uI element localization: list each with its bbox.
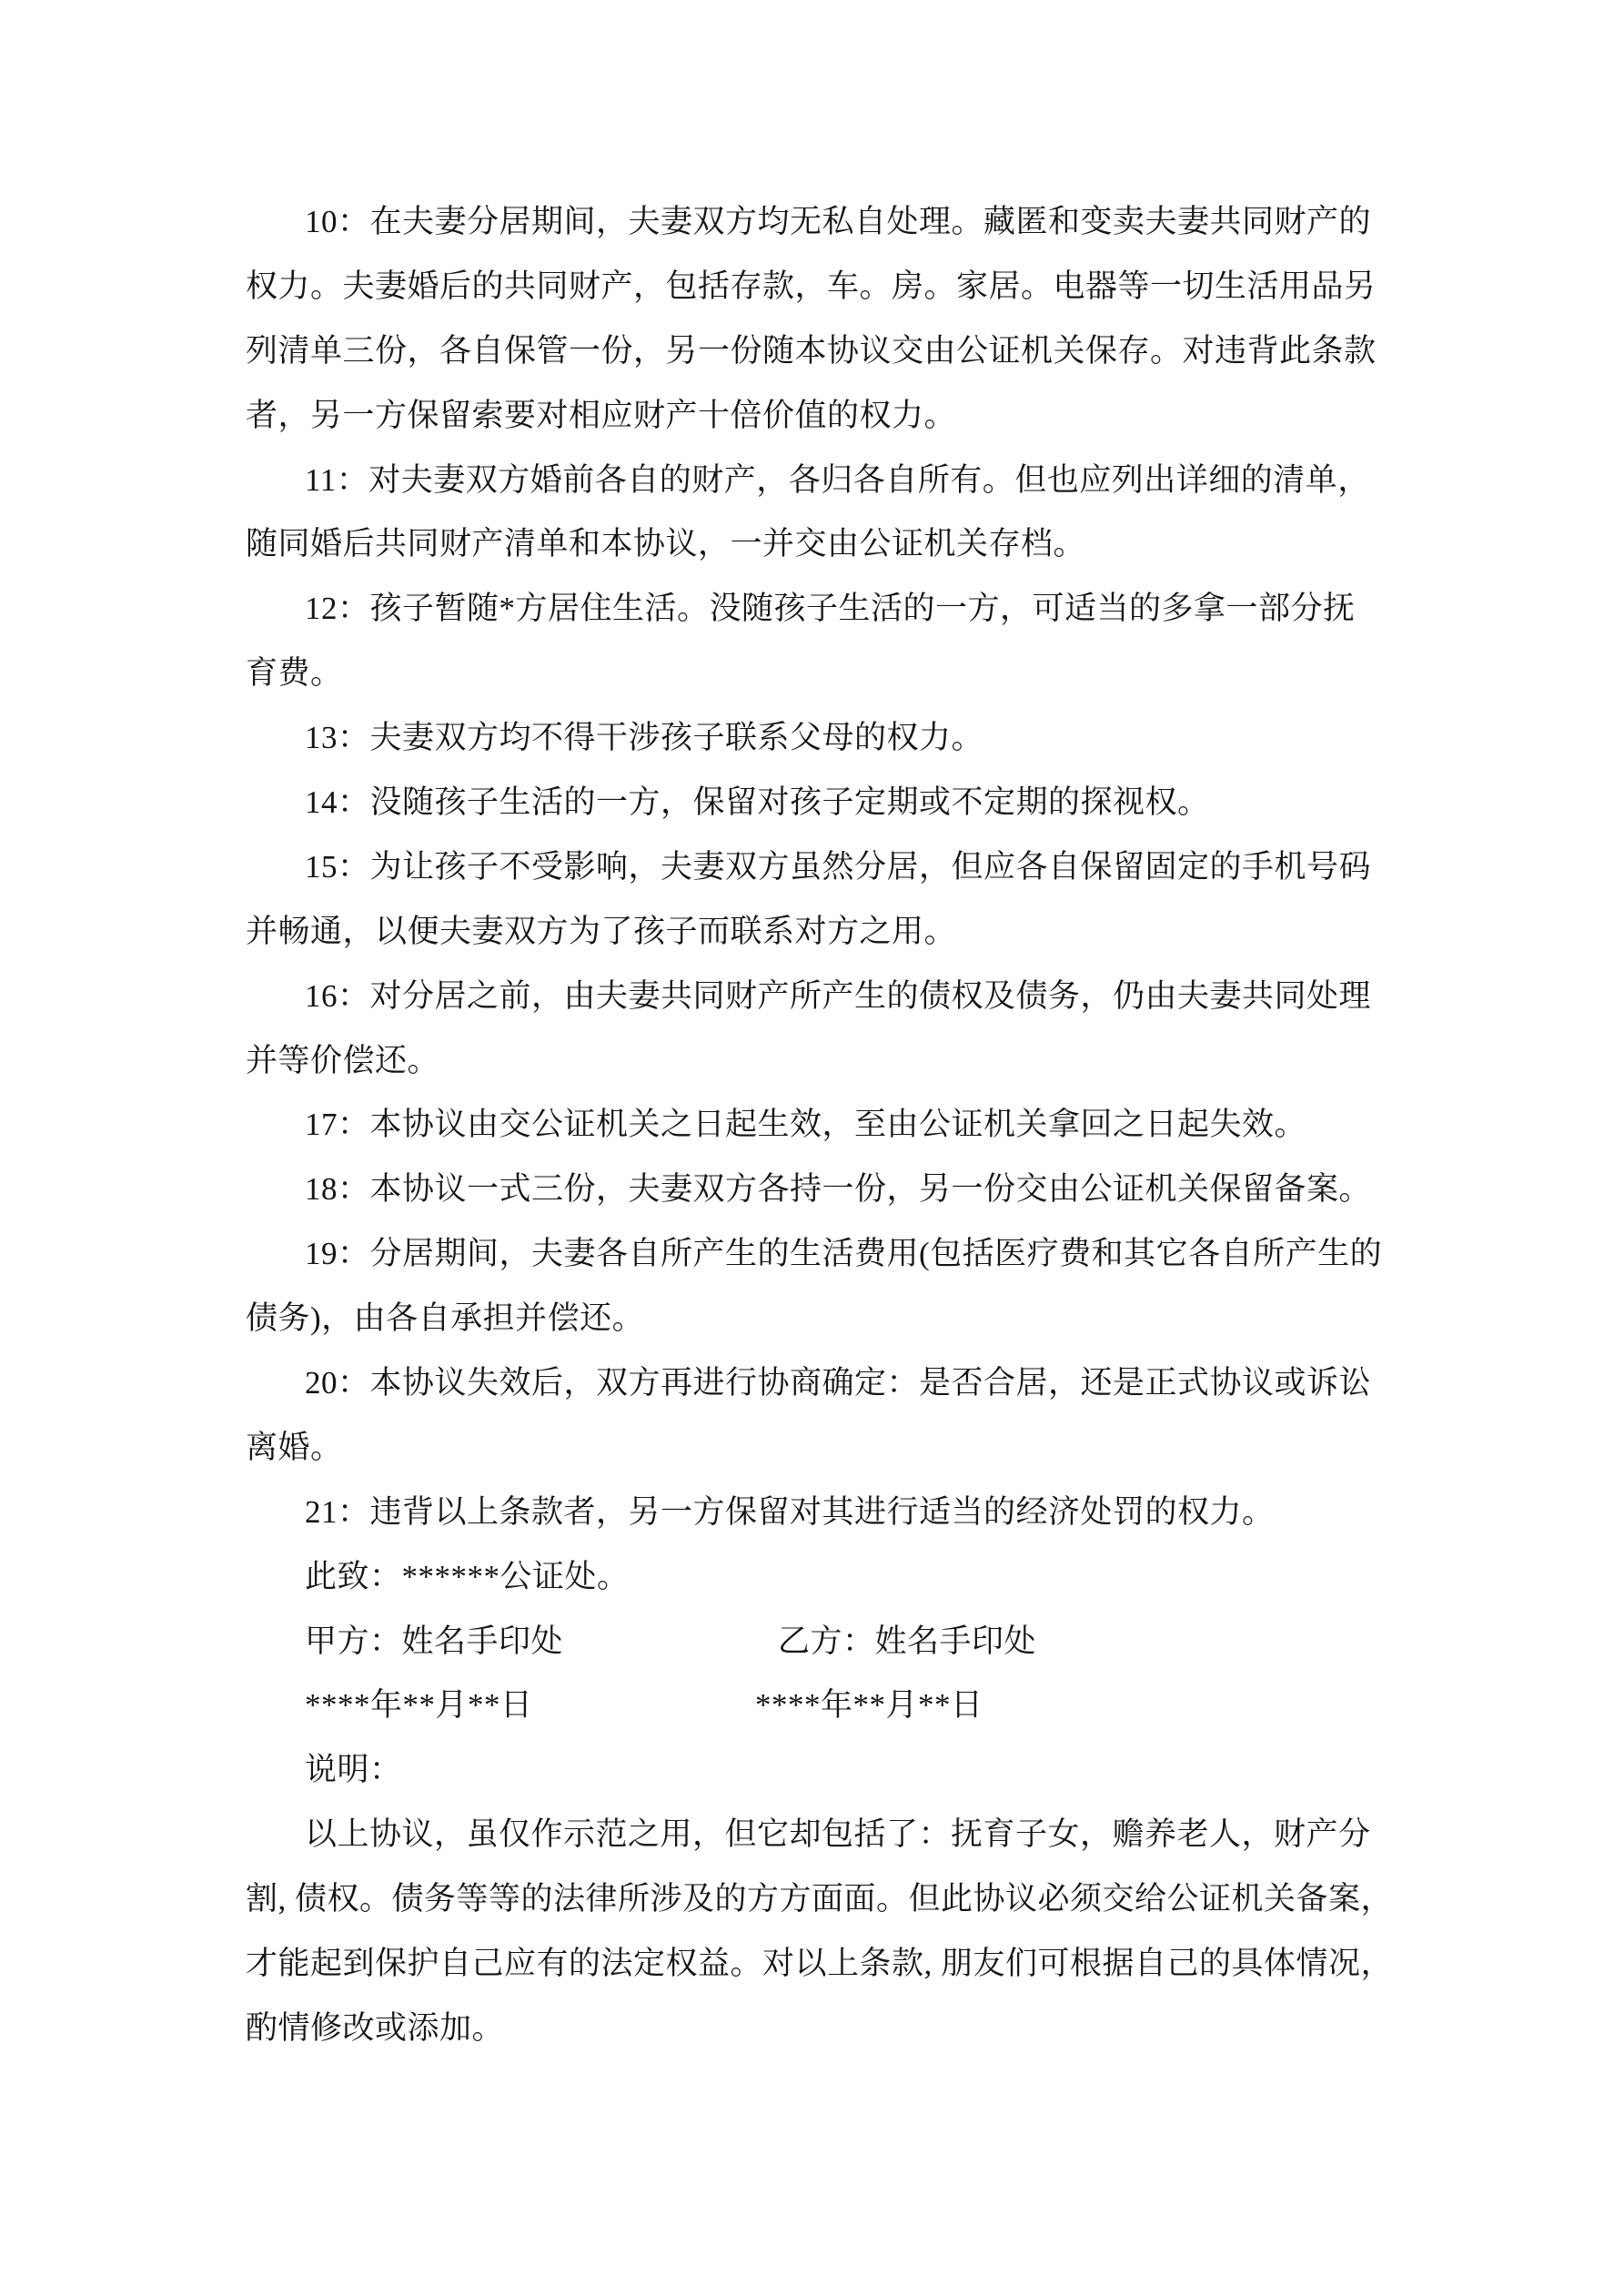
text-line: 20：本协议失效后，双方再进行协商确定：是否合居，还是正式协议或诉讼 [305, 1365, 1372, 1401]
date-left-text: ****年**月**日 [305, 1687, 533, 1724]
text-line: 债务)，由各自承担并偿还。 [246, 1300, 645, 1337]
text-line: 并等价偿还。 [246, 1042, 440, 1078]
text-line: 12：孩子暂随*方居住生活。没随孩子生活的一方，可适当的多拿一部分抚 [305, 591, 1356, 627]
text-line: 11：对夫妻双方婚前各自的财产，各归各自所有。但也应列出详细的清单， [305, 461, 1370, 498]
text-line: 随同婚后共同财产清单和本协议，一并交由公证机关存档。 [246, 526, 1086, 562]
text-line: 17：本协议由交公证机关之日起生效，至由公证机关拿回之日起失效。 [305, 1107, 1307, 1143]
text-line: 说明： [305, 1752, 402, 1788]
text-line: 16：对分居之前，由夫妻共同财产所产生的债权及债务，仍由夫妻共同处理 [305, 977, 1372, 1014]
text-line: 并畅通，以便夫妻双方为了孩子而联系对方之用。 [246, 913, 957, 949]
text-line: 14：没随孩子生活的一方，保留对孩子定期或不定期的探视权。 [305, 784, 1210, 821]
text-line [246, 1610, 1442, 1674]
text-line: 权力。夫妻婚后的共同财产，包括存款，车。房。家居。电器等一切生活用品另 [246, 268, 1377, 304]
text-line: 19：分居期间，夫妻各自所产生的生活费用(包括医疗费和其它各自所产生的 [305, 1236, 1383, 1272]
text-line [246, 1674, 1442, 1738]
text-line: 者，另一方保留索要对相应财产十倍价值的权力。 [246, 397, 957, 433]
text-line: 割, 债权。债务等等的法律所涉及的方方面面。但此协议必须交给公证机关备案， [246, 1881, 1394, 1917]
text-line: 13：夫妻双方均不得干涉孩子联系父母的权力。 [305, 720, 984, 756]
text-line: 以上协议，虽仅作示范之用，但它却包括了：抚育子女，赡养老人，财产分 [305, 1816, 1371, 1853]
text-line: 离婚。 [246, 1429, 343, 1465]
text-line: 21：违背以上条款者，另一方保留对其进行适当的经济处罚的权力。 [305, 1493, 1275, 1530]
sign-left-text: 甲方：姓名手印处 [305, 1623, 564, 1659]
text-line: 此致：******公证处。 [305, 1558, 630, 1594]
text-line: 18：本协议一式三份，夫妻双方各持一份，另一份交由公证机关保留备案。 [305, 1171, 1372, 1208]
text-line: 酌情修改或添加。 [246, 2009, 505, 2046]
text-line: 列清单三份，各自保管一份，另一份随本协议交由公证机关保存。对违背此条款 [246, 332, 1377, 369]
text-line: 育费。 [246, 655, 343, 692]
date-right-text: ****年**月**日 [755, 1687, 983, 1724]
sign-right-text: 乙方：姓名手印处 [778, 1623, 1037, 1659]
text-line: 15：为让孩子不受影响，夫妻双方虽然分居，但应各自保留固定的手机号码 [305, 848, 1372, 885]
text-line: 才能起到保护自己应有的法定权益。对以上条款, 朋友们可根据自己的具体情况， [246, 1946, 1394, 1982]
text-line: 10：在夫妻分居期间，夫妻双方均无私自处理。藏匿和变卖夫妻共同财产的 [305, 204, 1372, 239]
